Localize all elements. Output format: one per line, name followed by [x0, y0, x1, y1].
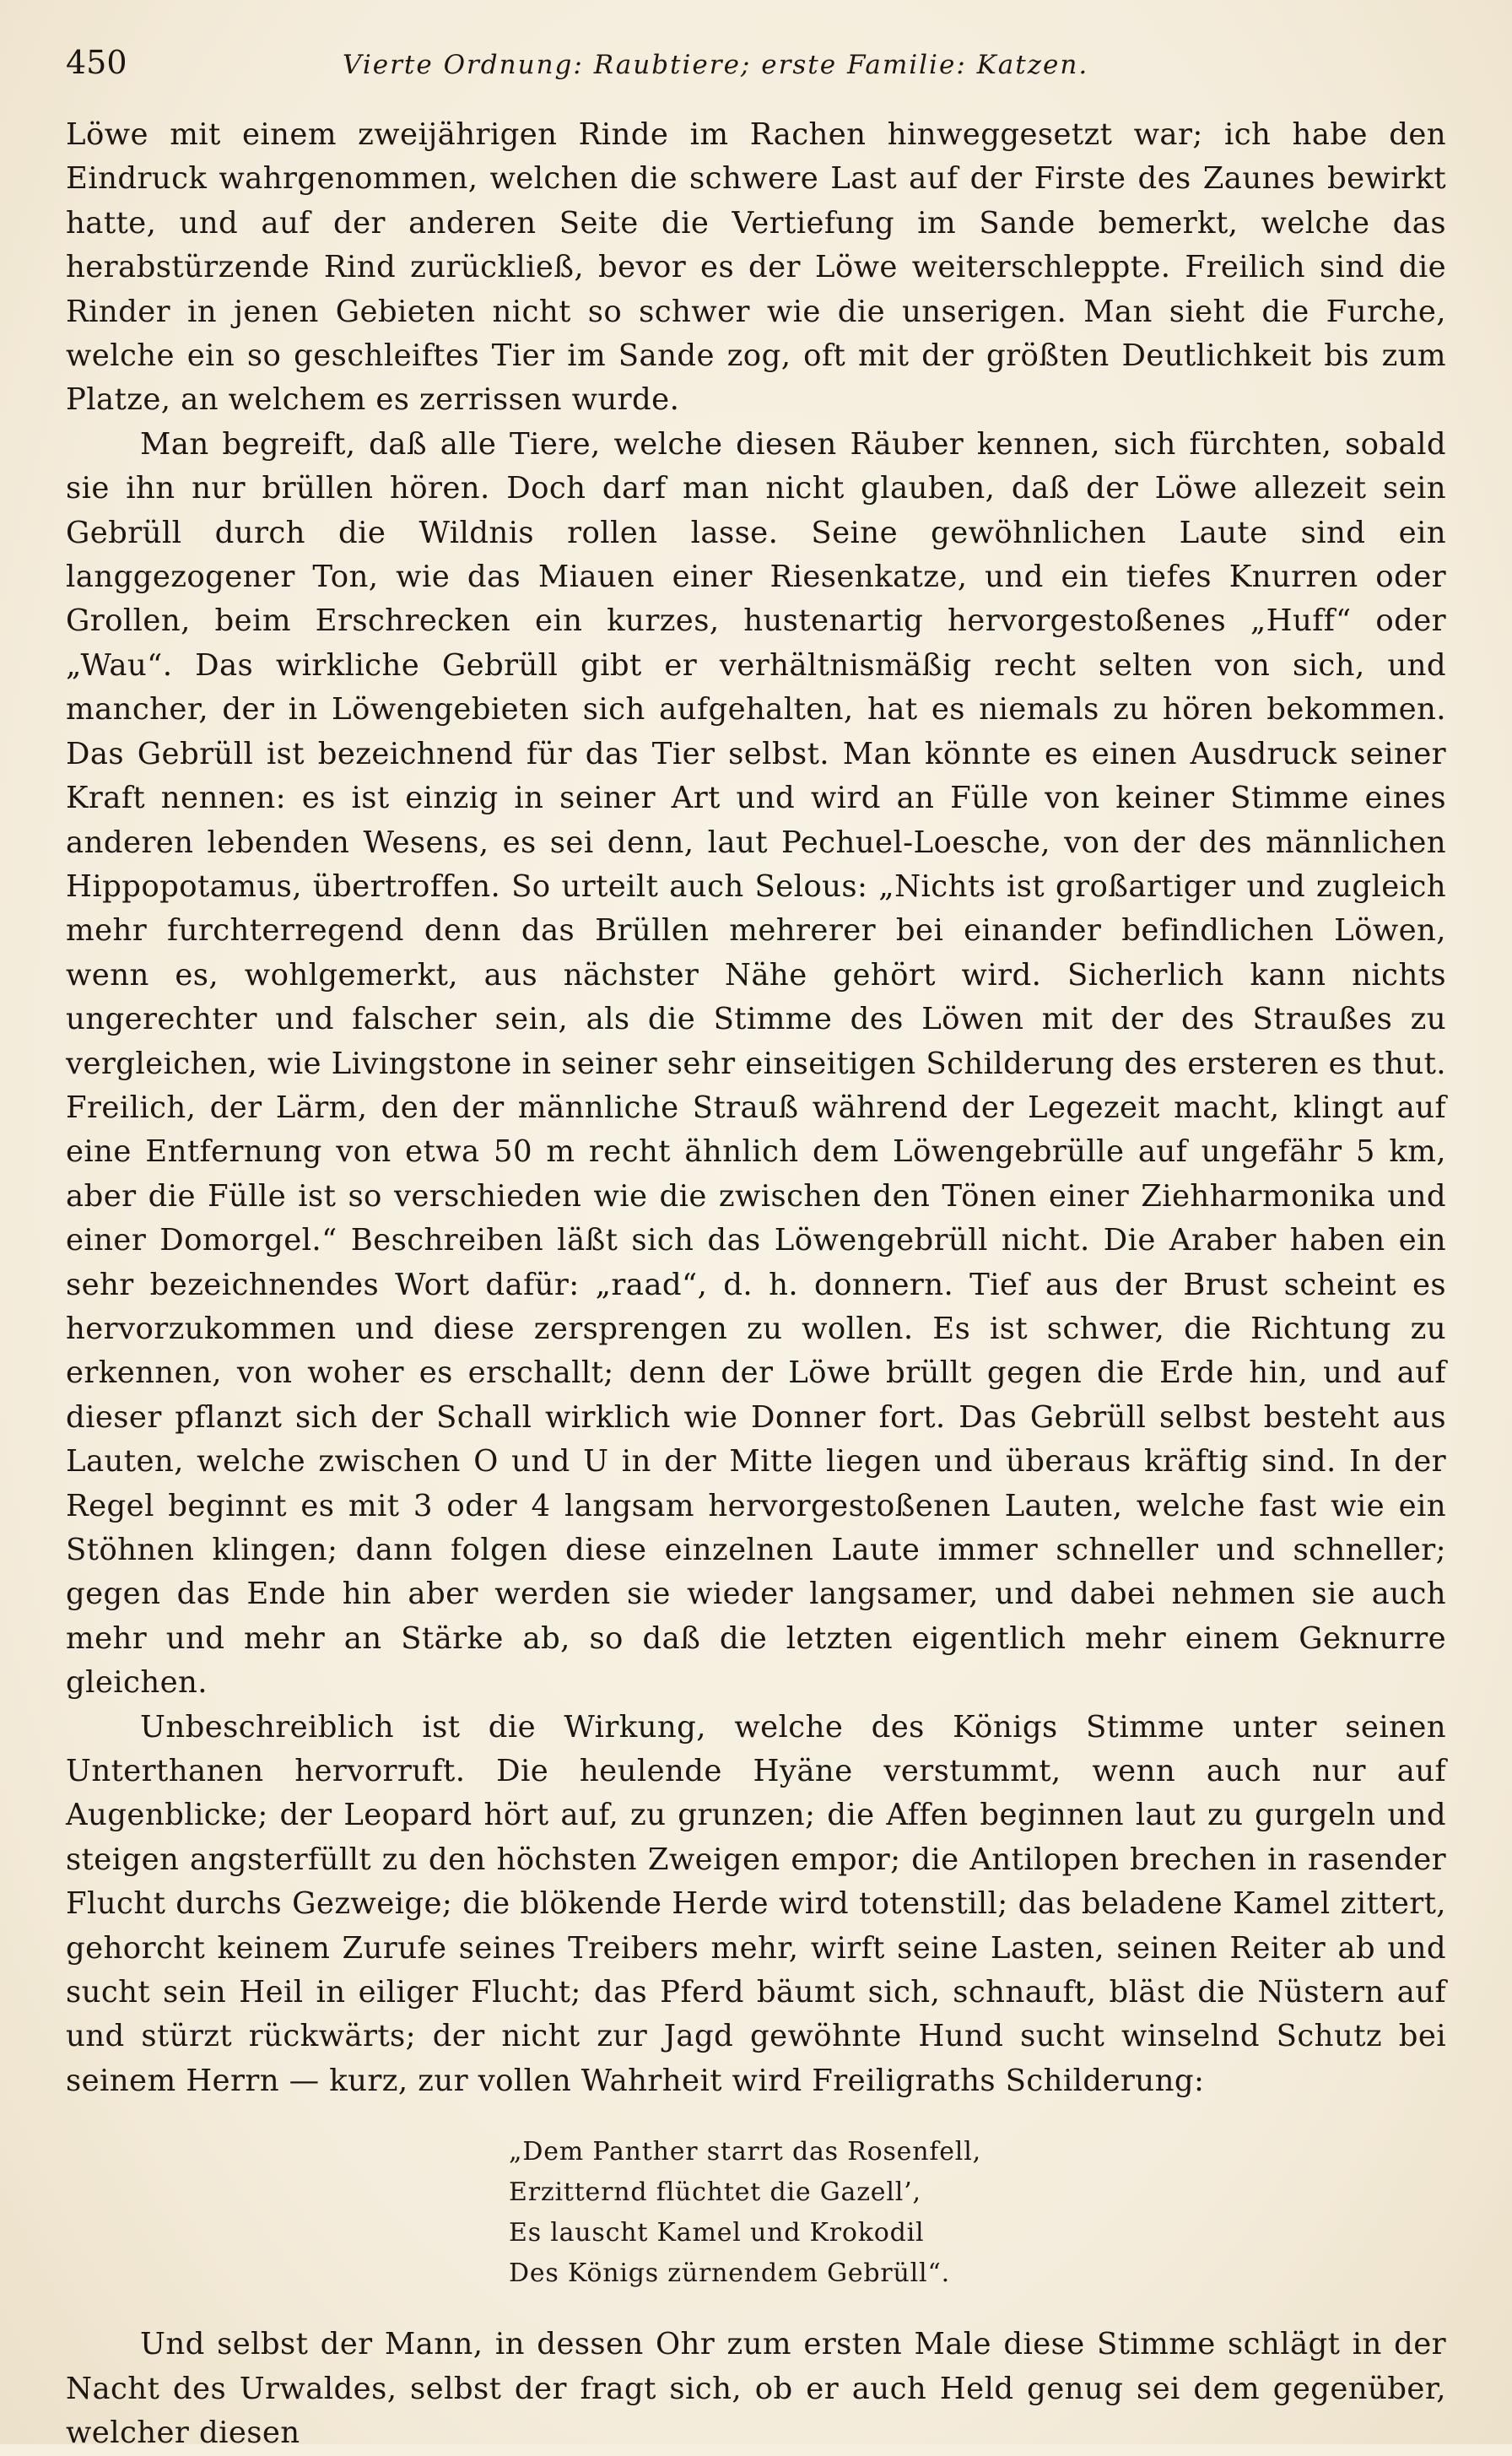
paragraph-continued: Löwe mit einem zweijährigen Rinde im Rachen hinweggesetzt war; ich habe den Eindruck wahrgenommen, welchen die schwere Last auf der Firste des Zaunes bewirkt hatte, und auf der anderen Seite die Vertiefung im Sande bemerkt, welche das herabstürzende Rind zurückließ, bevor es der Löwe weiterschleppte. Freilich sind die Rinder in jenen Gebieten nicht so schwer wie die unserigen. Man sieht die Furche, welche ein so geschleiftes Tier im Sande zog, oft mit der größten Deutlichkeit bis zum Platze, an welchem es zerrissen wurde.: [66, 117, 1446, 418]
page-header: [66, 44, 1446, 105]
poem-quote: [509, 2132, 1099, 2294]
paragraph-lion-roar: Man begreift, daß alle Tiere, welche diesen Räuber kennen, sich fürchten, sobald sie ihn nur brüllen hören. Doch darf man nicht glauben, daß der Löwe allezeit sein Gebrüll durch die Wildnis rollen lasse. Seine gewöhnlichen Laute sind ein langgezogener Ton, wie das Miauen einer Riesenkatze, und ein tiefes Knurren oder Grollen, beim Erschrecken ein kurzes, hustenartig hervorgestoßenes „Huff“ oder „Wau“. Das wirkliche Gebrüll gibt er verhältnismäßig recht selten von sich, und mancher, der in Löwengebieten sich aufgehalten, hat es niemals zu hören bekommen. Das Gebrüll ist bezeichnend für das Tier selbst. Man könnte es einen Ausdruck seiner Kraft nennen: es ist einzig in seiner Art und wird an Fülle von keiner Stimme eines anderen lebenden Wesens, es sei denn, laut Pechuel-Loesche, von der des männlichen Hippopotamus, übertroffen. So urteilt auch Selous: „Nichts ist großartiger und zugleich mehr furchterregend denn das Brüllen mehrerer bei einander befindlichen Löwen, wenn es, wohlgemerkt, aus nächster Nähe gehört wird. Sicherlich kann nichts ungerechter und falscher sein, als die Stimme des Löwen mit der des Straußes zu vergleichen, wie Livingstone in seiner sehr einseitigen Schilderung des ersteren es thut. Freilich, der Lärm, den der männliche Strauß während der Legezeit macht, klingt auf eine Entfernung von etwa 50 m recht ähnlich dem Löwengebrülle auf ungefähr 5 km, aber die Fülle ist so verschieden wie die zwischen den Tönen einer Ziehharmonika und einer Domorgel.“ Beschreiben läßt sich das Löwengebrüll nicht. Die Araber haben ein sehr bezeichnendes Wort dafür: „raad“, d. h. donnern. Tief aus der Brust scheint es hervorzukommen und diese zersprengen zu wollen. Es ist schwer, die Richtung zu erkennen, von woher es erschallt; denn der Löwe brüllt gegen die Erde hin, und auf dieser pflanzt sich der Schall wirklich wie Donner fort. Das Gebrüll selbst besteht aus Lauten, welche zwischen O und U in der Mitte liegen und überaus kräftig sind. In der Regel beginnt es mit 3 oder 4 langsam hervorgestoßenen Lauten, welche fast wie ein Stöhnen klingen; dann folgen diese einzelnen Laute immer schneller und schneller; gegen das Ende hin aber werden sie wieder langsamer, und dabei nehmen sie auch mehr und mehr an Stärke ab, so daß die letzten eigentlich mehr einem Geknurre gleichen.: [66, 426, 1446, 1701]
paragraph-final: Und selbst der Mann, in dessen Ohr zum ersten Male diese Stimme schlägt in der Nacht des Urwaldes, selbst der fragt sich, ob er auch Held genug sei dem gegenüber, welcher diesen: [66, 2327, 1446, 2451]
running-head: Vierte Ordnung: Raubtiere; erste Familie: Katzen.: [343, 50, 1089, 80]
poem-line: Es lauscht Kamel und Krokodil: [509, 2218, 925, 2248]
paragraph-effect-of-roar: Unbeschreiblich ist die Wirkung, welche des Königs Stimme unter seinen Unterthanen hervorruft. Die heulende Hyäne verstummt, wenn auch nur auf Augenblicke; der Leopard hört auf, zu grunzen; die Affen beginnen laut zu gurgeln und steigen angsterfüllt zu den höchsten Zweigen empor; die Antilopen brechen in rasender Flucht durchs Gezweige; die blökende Herde wird totenstill; das beladene Kamel zittert, gehorcht keinem Zurufe seines Treibers mehr, wirft seine Lasten, seinen Reiter ab und sucht sein Heil in eiliger Flucht; das Pferd bäumt sich, schnauft, bläst die Nüstern auf und stürzt rückwärts; der nicht zur Jagd gewöhnte Hund sucht winselnd Schutz bei seinem Herrn — kurz, zur vollen Wahrheit wird Freiligraths Schilderung:: [66, 1709, 1446, 2098]
poem-line: Des Königs zürnendem Gebrüll“.: [509, 2259, 950, 2289]
poem-line: Erzitternd flüchtet die Gazell’,: [509, 2177, 921, 2208]
poem-line: „Dem Panther starrt das Rosenfell,: [509, 2137, 981, 2167]
page-content: [66, 44, 1446, 2451]
page-number: 450: [66, 44, 127, 81]
